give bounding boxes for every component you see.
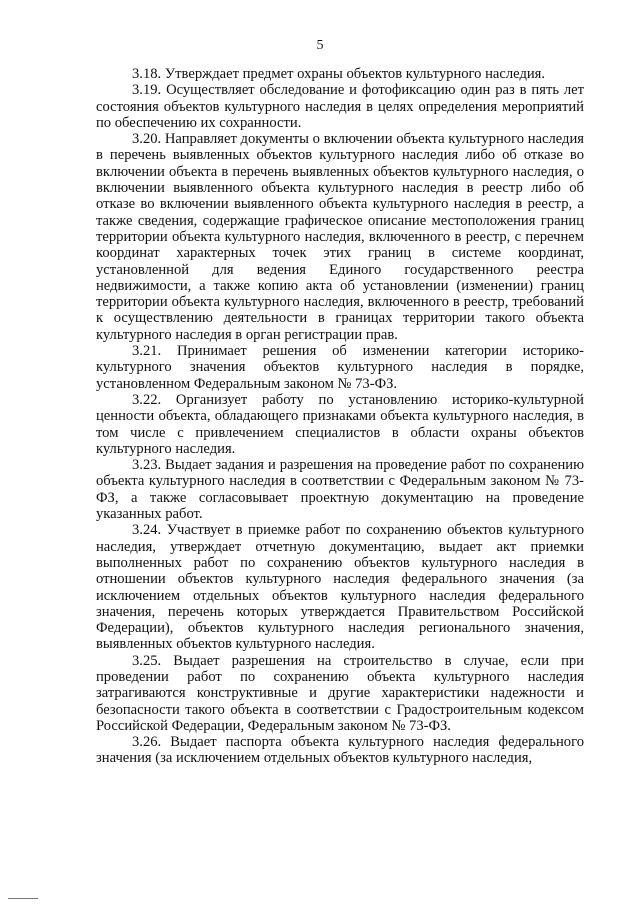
paragraph-3-22: 3.22. Организует работу по установлению историко-культурной ценности объекта, обладающего признаками объекта культурного наследия, в том числе с привлечением специалистов в области охраны объектов культурного наследия. [96,391,584,457]
paragraph-3-21: 3.21. Принимает решения об изменении категории историко-культурного значения объектов культурного наследия в порядке, установленном Федеральным законом № 73-ФЗ. [96,343,584,392]
paragraph-3-23: 3.23. Выдает задания и разрешения на проведение работ по сохранению объекта культурного наследия в соответствии с Федеральным законом № 73-ФЗ, а также согласовывает проектную документацию на проведение указанных работ. [96,457,584,523]
paragraph-3-20: 3.20. Направляет документы о включении объекта культурного наследия в перечень выявленных объектов культурного наследия либо об отказе во включении объекта в перечень выявленных объектов культурного наследия, о включении выявленного объекта культурного наследия в реестр либо об отказе во включении выявленного объекта культурного наследия в реестр, а также сведения, содержащие графическое описание местоположения границ территории объекта культурного наследия, включенного в реестр, с перечнем координат характерных точек этих границ в системе координат, установленной для ведения Единого государственного реестра недвижимости, а также копию акта об установлении (изменении) границ территории объекта культурного наследия, включенного в реестр, требований к осуществлению деятельности в границах территории такого объекта культурного наследия в орган регистрации прав. [96,131,584,343]
paragraph-3-26: 3.26. Выдает паспорта объекта культурного наследия федерального значения (за исключением отдельных объектов культурного наследия, [96,734,584,767]
scan-edge-mark [8,898,38,899]
paragraph-3-18: 3.18. Утверждает предмет охраны объектов культурного наследия. [132,66,546,82]
paragraph-3-19: 3.19. Осуществляет обследование и фотофиксацию один раз в пять лет состояния объектов культурного наследия в целях определения мероприятий по обеспечению их сохранности. [96,82,584,131]
paragraph-3-25: 3.25. Выдает разрешения на строительство в случае, если при проведении работ по сохранению объекта культурного наследия затрагиваются конструктивные и другие характеристики надежности и безопасности такого объекта в соответствии с Градостроительным кодексом Российской Федерации, Федеральным законом № 73-ФЗ. [96,652,584,734]
document-body [96,66,584,767]
paragraph-3-24: 3.24. Участвует в приемке работ по сохранению объектов культурного наследия, утверждает отчетную документацию, выдает акт приемки выполненных работ по сохранению объектов культурного наследия в отношении объектов культурного наследия федерального значения (за исключением отдельных объектов культурного наследия федерального значения, перечень которых утверждается Правительством Российской Федерации), объектов культурного наследия регионального значения, выявленных объектов культурного наследия. [96,522,584,653]
page-number: 5 [316,38,324,53]
